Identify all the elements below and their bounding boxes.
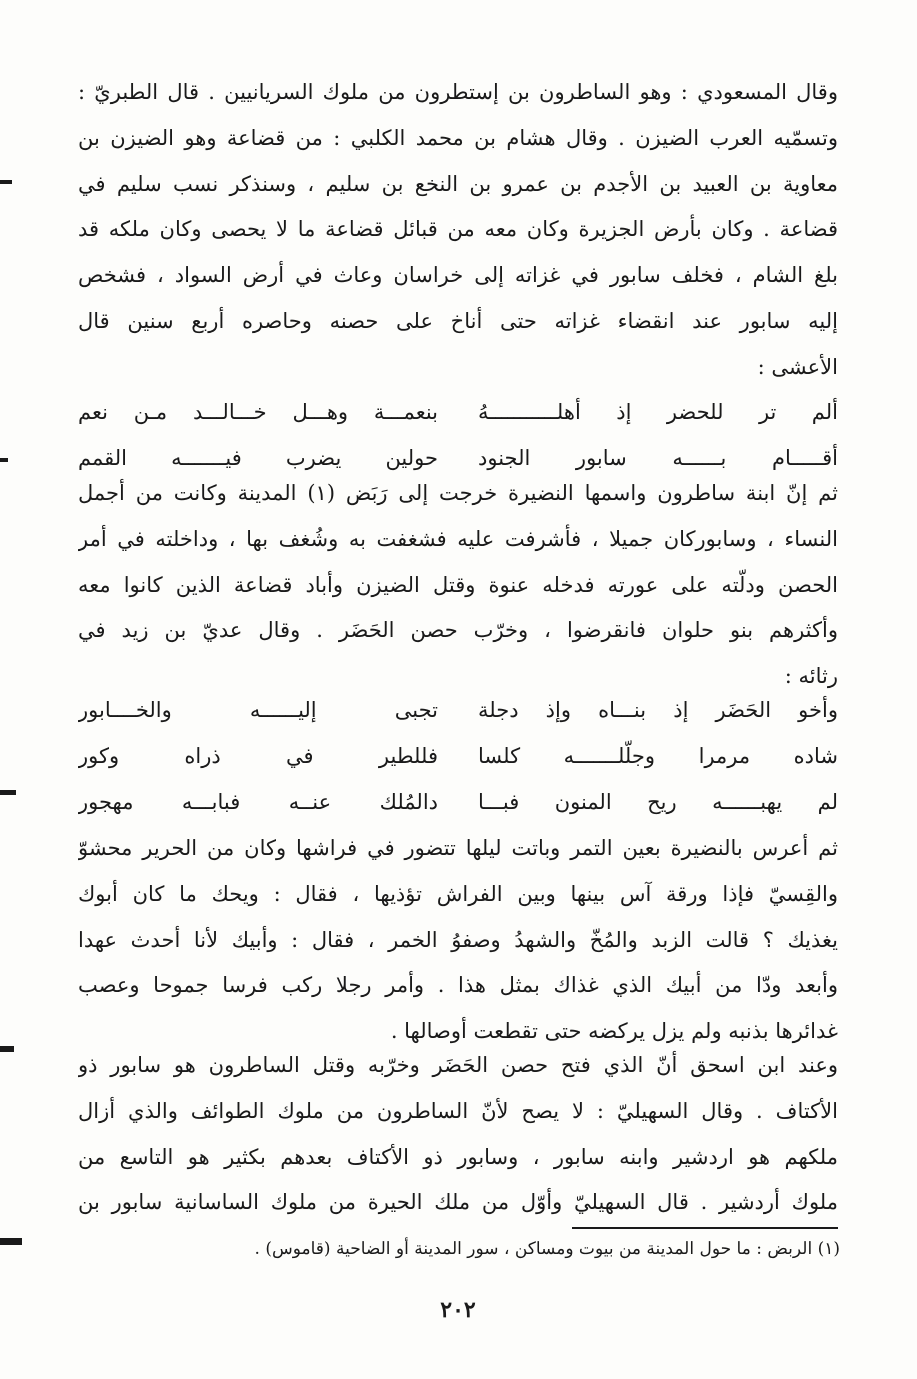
edge-mark-3 [0, 790, 16, 795]
text-line: الحصن ودلّته على عورته فدخله عنوة وقتل الضيزن وأباد قضاعة الذين كانوا معه [78, 572, 838, 597]
footnote-divider [572, 1227, 838, 1229]
verse-2 [78, 688, 838, 825]
edge-mark-4 [0, 1046, 14, 1052]
text-line: قضاعة . وكان بأرض الجزيرة وكان معه من قبائل قضاعة ما لا يحصى وكان ملكه قد [78, 217, 838, 242]
text-line: غدائرها بذنبه ولم يزل يركضه حتى تقطعت أوصالها . [390, 1019, 838, 1044]
second-hemistich: تجبى إليــــــه والخــــابور [78, 698, 438, 722]
text-line: إليه سابور عند انقضاء غزاته حتى أناخ على حصنه وحاصره أربع سنين قال [78, 308, 838, 333]
edge-mark-5 [0, 1238, 22, 1245]
text-line: ثم أعرس بالنضيرة بعين التمر وباتت ليلها تتضور في فراشها وكان من الحرير محشوّ [78, 836, 838, 860]
text-line: وأبعد ودّا من أبيك الذي غذاك بمثل هذا . وأمر رجلا ركب فرسا جموحا وعصب [78, 973, 838, 998]
verse-1 [78, 390, 838, 482]
paragraph-2 [78, 471, 838, 700]
second-hemistich: بنعمـــة وهـــل خـــالـــد مـن نعم [78, 400, 438, 424]
edge-mark-1 [0, 180, 12, 184]
first-hemistich: شاده مرمرا وجلّلـــــــه كلسا [478, 743, 838, 768]
verse-line [78, 780, 838, 826]
text-line: رثائه : [784, 664, 838, 689]
footnote: (١) الربض : ما حول المدينة من بيوت ومساكن ، سور المدينة أو الضاحية (قاموس) . [254, 1239, 840, 1259]
text-line: وقال المسعودي : وهو الساطرون بن إستطرون من ملوك السريانيين . قال الطبريّ : [78, 80, 838, 104]
first-hemistich: وأخو الحَضَر إذ بنـــاه وإذ دجلة [478, 698, 838, 722]
first-hemistich: ألم تر للحضر إذ أهلـــــــــــهُ [478, 400, 838, 424]
text-line: الأكتاف . وقال السهيليّ : لا يصح لأنّ الساطرون من ملوك الطوائف والذي أزال [78, 1098, 838, 1123]
verse-line [78, 734, 838, 780]
text-line: وأكثرهم بنو حلوان فانقرضوا ، وخرّب حصن الحَضَر . وقال عديّ بن زيد في [78, 618, 838, 643]
text-line: ملكهم هو اردشير وابنه سابور ، وسابور ذو الأكتاف بعدهم بكثير هو التاسع من [78, 1144, 838, 1169]
text-line: بلغ الشام ، فخلف سابور في غزاته إلى خراسان وعاث في أرض السواد ، فشخص [78, 263, 838, 288]
paragraph-3 [78, 826, 838, 1055]
verse-line [78, 688, 838, 734]
text-line: النساء ، وسابوركان جميلا ، فأشرفت عليه فشغفت به وشُغف بها ، وداخلته في أمر [78, 526, 838, 551]
verse-line [78, 390, 838, 436]
paragraph-1 [78, 70, 838, 391]
edge-mark-2 [0, 458, 8, 462]
paragraph-4 [78, 1043, 838, 1226]
text-line: يغذيك ؟ قالت الزبد والمُخّ والشهدُ وصفوُ الخمر ، فقال : وأبيك لأنا أحدث عهدا [78, 927, 838, 952]
first-hemistich: لم يهبــــــه ريح المنون فبـــا [478, 789, 838, 814]
text-line: ملوك أردشير . قال السهيليّ وأوّل من ملك الحيرة من ملوك الساسانية سابور بن [78, 1190, 838, 1215]
second-hemistich: فللطير في ذراه وكور [78, 743, 438, 768]
text-line: معاوية بن العبيد بن الأجدم بن عمرو بن النخع بن سليم ، وسنذكر نسب سليم في [78, 171, 838, 196]
text-line: الأعشى : [757, 354, 838, 379]
text-line: والقِسيّ فإذا ورقة آس بينها وبين الفراش تؤذيها ، فقال : ويحك ما كان أبوك [78, 881, 838, 906]
second-hemistich: دالمُلك عنــه فبابـــه مهجور [78, 789, 438, 814]
text-line: وتسمّيه العرب الضيزن . وقال هشام بن محمد الكلبي : من قضاعة وهو الضيزن بن [78, 125, 838, 150]
second-hemistich: حولين يضرب فيـــــــه القمم [78, 445, 438, 470]
first-hemistich: أقـــــام بــــــه سابور الجنود [478, 445, 838, 470]
page-number: ٢٠٢ [440, 1297, 476, 1323]
text-line: وعند ابن اسحق أنّ الذي فتح حصن الحَضَر وخرّبه وقتل الساطرون هو سابور ذو [78, 1053, 838, 1077]
text-line: ثم إنّ ابنة ساطرون واسمها النضيرة خرجت إلى رَبَض (١) المدينة وكانت من أجمل [78, 481, 838, 505]
